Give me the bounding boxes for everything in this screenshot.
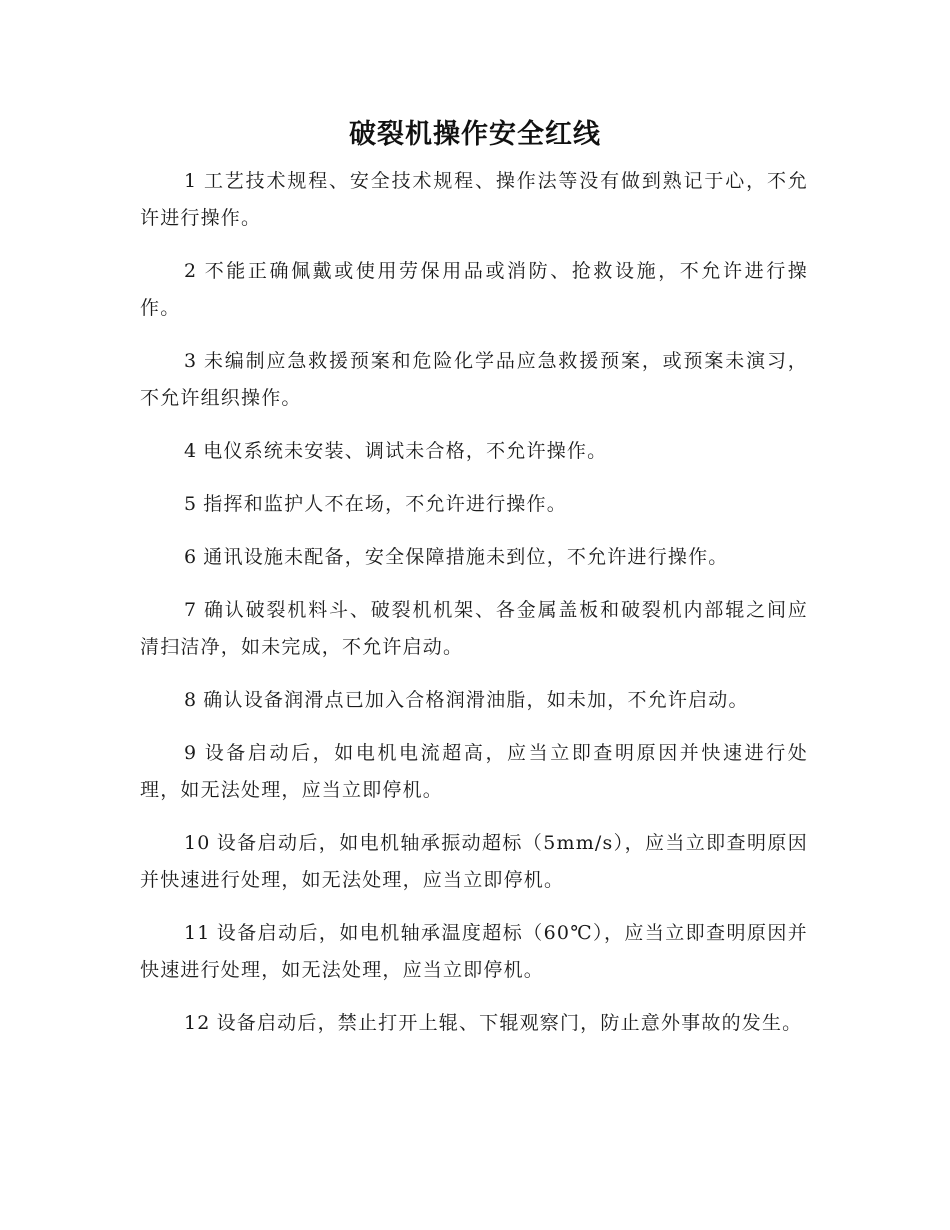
rules-list	[140, 163, 808, 1058]
rule-number: 11	[184, 922, 211, 944]
rule-item-12	[140, 1005, 808, 1042]
rule-text: 电仪系统未安装、调试未合格，不允许操作。	[203, 440, 608, 462]
rule-item-2	[140, 253, 808, 327]
rule-item-9	[140, 735, 808, 809]
rule-number: 7	[184, 599, 198, 621]
rule-number: 10	[184, 832, 211, 854]
rule-number: 1	[184, 170, 198, 192]
rule-item-1	[140, 163, 808, 237]
rule-item-4	[140, 433, 808, 470]
rule-item-10	[140, 825, 808, 899]
rule-item-7	[140, 592, 808, 666]
rule-number: 5	[184, 493, 198, 515]
rule-number: 3	[184, 350, 198, 372]
rule-item-3	[140, 343, 808, 417]
rule-text: 确认设备润滑点已加入合格润滑油脂，如未加，不允许启动。	[203, 689, 749, 711]
document-title: 破裂机操作安全红线	[349, 119, 601, 150]
rule-item-11	[140, 915, 808, 989]
rule-text: 设备启动后，如电机电流超高，应当立即查明原因并快速进行处理，如无法处理，应当立即停机。	[140, 742, 808, 801]
rule-text: 不能正确佩戴或使用劳保用品或消防、抢救设施，不允许进行操作。	[140, 260, 808, 319]
rule-text: 指挥和监护人不在场，不允许进行操作。	[203, 493, 567, 515]
rule-number: 8	[184, 689, 198, 711]
rule-text: 未编制应急救援预案和危险化学品应急救援预案，或预案未演习，不允许组织操作。	[140, 350, 808, 409]
rule-text: 设备启动后，如电机轴承振动超标（5mm/s），应当立即查明原因并快速进行处理，如无法处理，应当立即停机。	[140, 832, 808, 891]
rule-item-8	[140, 682, 808, 719]
rule-text: 设备启动后，如电机轴承温度超标（60℃），应当立即查明原因并快速进行处理，如无法处理，应当立即停机。	[140, 922, 808, 981]
rule-item-6	[140, 539, 808, 576]
rule-number: 2	[184, 260, 198, 282]
rule-text: 确认破裂机料斗、破裂机机架、各金属盖板和破裂机内部辊之间应清扫洁净，如未完成，不允许启动。	[140, 599, 808, 658]
rule-number: 6	[184, 546, 198, 568]
rule-text: 工艺技术规程、安全技术规程、操作法等没有做到熟记于心，不允许进行操作。	[140, 170, 808, 229]
rule-text: 通讯设施未配备，安全保障措施未到位，不允许进行操作。	[203, 546, 729, 568]
rule-number: 9	[184, 742, 198, 764]
rule-item-5	[140, 486, 808, 523]
rule-number: 4	[184, 440, 198, 462]
rule-number: 12	[184, 1012, 211, 1034]
rule-text: 设备启动后，禁止打开上辊、下辊观察门，防止意外事故的发生。	[216, 1012, 803, 1034]
